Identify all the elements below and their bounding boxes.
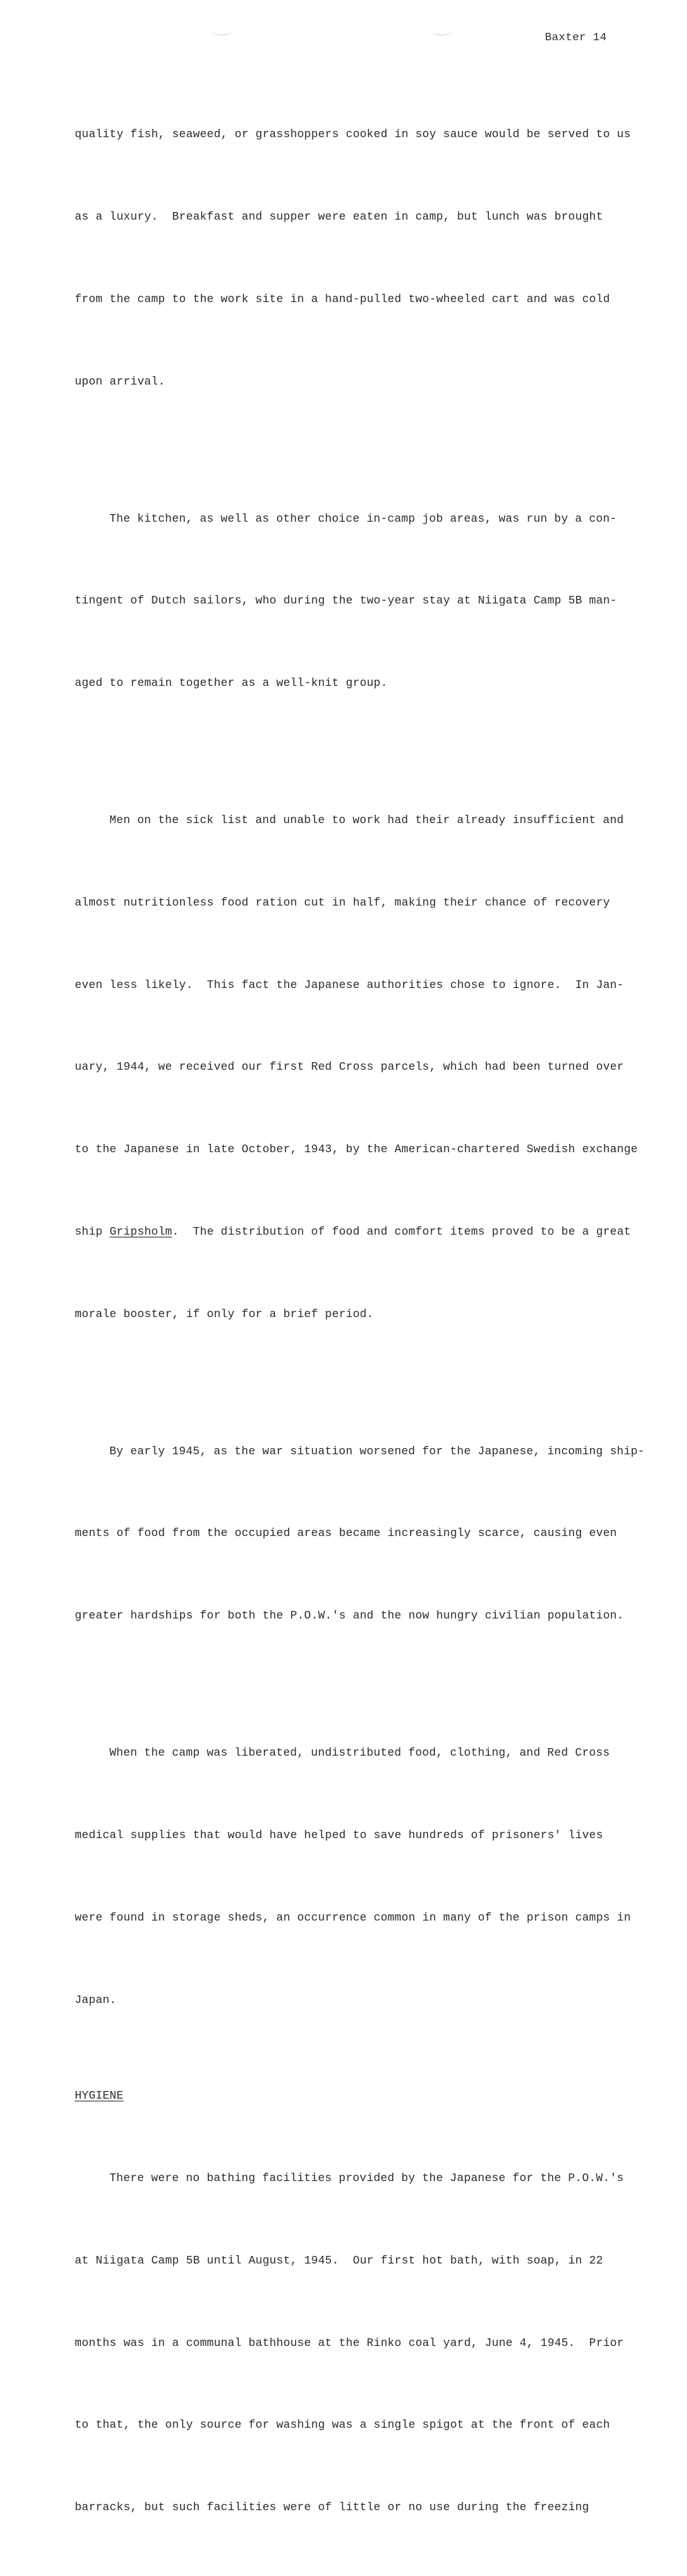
text-line: tingent of Dutch sailors, who during the two-year stay at Niigata Camp 5B man- — [75, 594, 617, 608]
text-line: even less likely. This fact the Japanese authorities chose to ignore. In Jan- — [75, 978, 624, 991]
text-line — [75, 1218, 643, 1246]
paragraph-food-continued — [75, 66, 643, 450]
document-body — [75, 66, 643, 2576]
text-line: were found in storage sheds, an occurrence common in many of the prison camps in — [75, 1910, 631, 1924]
text-line: uary, 1944, we received our first Red Cross parcels, which had been turned over — [75, 1060, 624, 1074]
text-line: to that, the only source for washing was a single spigot at the front of each — [75, 2418, 610, 2432]
text-line: upon arrival. — [75, 374, 166, 388]
text-line: almost nutritionless food ration cut in half, making their chance of recovery — [75, 895, 610, 909]
text-line: from the camp to the work site in a hand-pulled two-wheeled cart and was cold — [75, 292, 610, 306]
text-line: quality fish, seaweed, or grasshoppers cooked in soy sauce would be served to us — [75, 127, 631, 141]
text-line: There were no bathing facilities provided by the Japanese for the P.O.W.'s — [109, 2171, 624, 2185]
text-line: aged to remain together as a well-knit group. — [75, 676, 388, 690]
text-segment: . The distribution of food and comfort items proved to be a great — [172, 1224, 631, 1238]
paragraph-kitchen — [75, 450, 643, 752]
binder-hole-mark-left — [212, 26, 233, 35]
paragraph-hygiene — [75, 2110, 643, 2576]
text-line: When the camp was liberated, undistributed food, clothing, and Red Cross — [109, 1746, 610, 1760]
text-line: as a luxury. Breakfast and supper were eaten in camp, but lunch was brought — [75, 209, 603, 223]
text-line: ments of food from the occupied areas became increasingly scarce, causing even — [75, 1526, 617, 1540]
text-line: By early 1945, as the war situation worsened for the Japanese, incoming ship- — [109, 1444, 645, 1458]
text-line: greater hardships for both the P.O.W.'s and the now hungry civilian population. — [75, 1609, 624, 1623]
ship-name-underlined: Gripsholm — [109, 1224, 172, 1238]
text-line: Japan. — [75, 1993, 117, 2006]
text-line: medical supplies that would have helped to save hundreds of prisoners' lives — [75, 1828, 603, 1842]
text-line: morale booster, if only for a brief period. — [75, 1307, 374, 1321]
paragraph-sick-list — [75, 752, 643, 1383]
paragraph-early-1945 — [75, 1383, 643, 1685]
paragraph-liberation — [75, 1684, 643, 2068]
text-line: to the Japanese in late October, 1943, by the American-chartered Swedish exchange — [75, 1143, 638, 1156]
page-number-header: Baxter 14 — [544, 31, 607, 44]
text-line: at Niigata Camp 5B until August, 1945. Our first hot bath, with soap, in 22 — [75, 2253, 603, 2267]
text-line: months was in a communal bathhouse at the Rinko coal yard, June 4, 1945. Prior — [75, 2336, 624, 2349]
text-line: Men on the sick list and unable to work had their already insufficient and — [109, 813, 624, 827]
section-heading-hygiene: HYGIENE — [75, 2089, 124, 2103]
text-line: The kitchen, as well as other choice in-camp job areas, was run by a con- — [109, 511, 617, 525]
binder-hole-mark-right — [431, 26, 452, 35]
text-segment: ship — [75, 1224, 110, 1238]
text-line: barracks, but such facilities were of little or no use during the freezing — [75, 2500, 589, 2514]
